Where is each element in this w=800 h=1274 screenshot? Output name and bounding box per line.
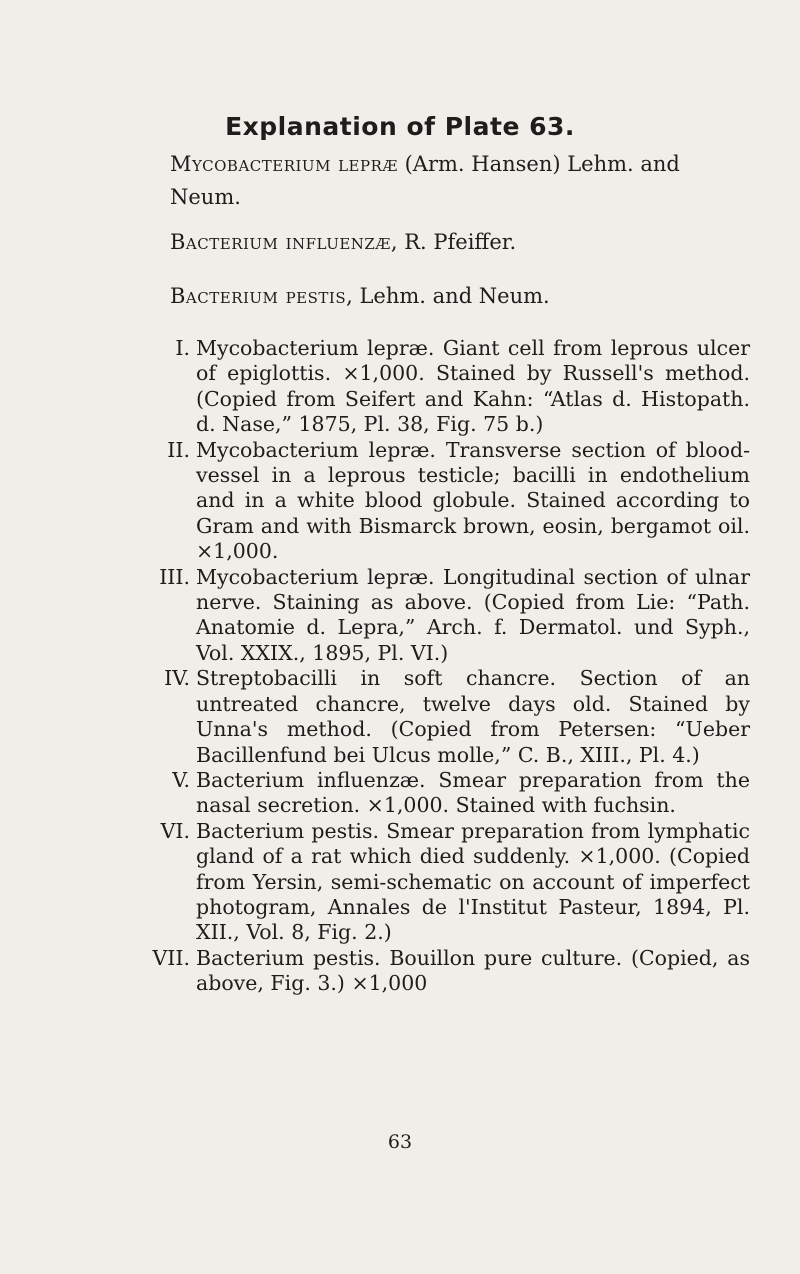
figure-entry-3	[150, 565, 750, 667]
figure-numeral: IV.	[164, 666, 190, 691]
figure-numeral: V.	[172, 767, 190, 792]
figure-description: Bacterium influenzæ. Smear preparation from the nasal secretion. ×1,000. Stained with fuchsin.	[196, 767, 750, 818]
species-name: Bacterium pestis	[170, 284, 347, 308]
species-name: Bacterium influenzæ	[170, 230, 391, 254]
figure-entry-1	[150, 336, 750, 438]
figure-description: Streptobacilli in soft chancre. Section of an untreated chancre, twelve days old. Stained by Unna's method. (Copied from Petersen: “Ueber Bacillenfund bei Ulcus molle,” C. B., XIII., Pl. 4.)	[196, 666, 750, 767]
figure-entry-5	[150, 768, 750, 819]
figure-numeral: II.	[167, 437, 190, 462]
species-authority: R. Pfeiffer.	[404, 230, 517, 254]
species-authority: Lehm. and Neum.	[359, 284, 550, 308]
figure-numeral: VI.	[160, 818, 190, 843]
figure-description: Bacterium pestis. Bouillon pure culture. (Copied, as above, Fig. 3.) ×1,000	[196, 945, 750, 996]
species-entry: Bacterium influenzæ, R. Pfeiffer.	[170, 230, 517, 254]
species-authority: (Arm. Hansen) Lehm. and Neum.	[170, 152, 680, 209]
figure-numeral: III.	[159, 564, 190, 589]
figure-numeral: I.	[175, 336, 190, 360]
figure-entry-7	[150, 946, 750, 997]
figure-entry-6	[150, 819, 750, 946]
figure-description: Bacterium pestis. Smear preparation from lymphatic gland of a rat which died suddenly. ×1,000. (Copied from Yersin, semi-schematic on account of imperfect photogram, Annales de l'Institut Pasteur, 1894, Pl. XII., Vol. 8, Fig. 2.)	[196, 818, 750, 945]
figure-description: Mycobacterium lepræ. Transverse section of blood-vessel in a leprous testicle; bacilli in endothelium and in a white blood globule. Stained according to Gram and with Bismarck brown, eosin, bergamot oil. ×1,000.	[196, 437, 750, 564]
species-name: Mycobacterium lepræ	[170, 152, 398, 176]
figure-description: Mycobacterium lepræ. Longitudinal section of ulnar nerve. Staining as above. (Copied from Lie: “Path. Anatomie d. Lepra,” Arch. f. Dermatol. und Syph., Vol. XXIX., 1895, Pl. VI.)	[196, 564, 750, 665]
figure-description: Mycobacterium lepræ. Giant cell from leprous ulcer of epiglottis. ×1,000. Stained by Russell's method. (Copied from Seifert and Kahn: “Atlas d. Histopath. d. Nase,” 1875, Pl. 38, Fig. 75 b.)	[196, 336, 750, 437]
figure-entry-4	[150, 666, 750, 768]
page-number: 63	[387, 1131, 413, 1153]
species-entry: Bacterium pestis, Lehm. and Neum.	[170, 284, 550, 308]
figure-numeral: VII.	[152, 945, 190, 970]
page-title: Explanation of Plate 63.	[225, 112, 575, 141]
species-entry	[170, 148, 740, 214]
figure-entry-2	[150, 438, 750, 565]
plate-figure-list	[150, 336, 750, 997]
